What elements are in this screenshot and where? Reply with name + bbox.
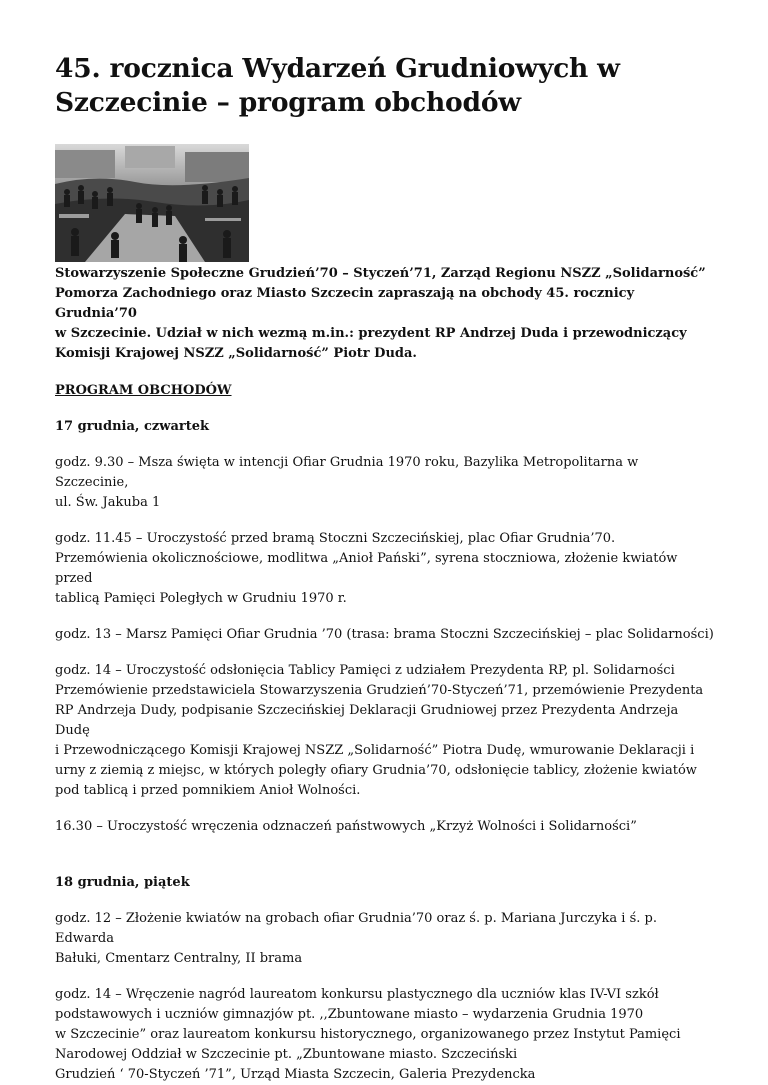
item-line: Bałuki, Cmentarz Centralny, II brama [55, 951, 303, 966]
item-line: godz. 12 – Złożenie kwiatów na grobach ofiar Grudnia’70 oraz ś. p. Mariana Jurczyka i ś. p. Edwarda [55, 911, 657, 946]
lead-line-1: Stowarzyszenie Społeczne Grudzień’70 – Styczeń’71, Zarząd Regionu NSZZ „Solidarność” [55, 266, 706, 281]
item-line: Grudzień ‘ 70-Styczeń ’71”, Urząd Miasta Szczecin, Galeria Prezydencka [55, 1067, 536, 1082]
program-heading: PROGRAM OBCHODÓW [55, 383, 232, 398]
item-line: godz. 11.45 – Uroczystość przed bramą Stoczni Szczecińskiej, plac Ofiar Grudnia’70. [55, 531, 616, 546]
program-item [55, 453, 715, 513]
item-line: i Przewodniczącego Komisji Krajowej NSZZ „Solidarność” Piotra Dudę, wmurowanie Deklaracji i [55, 743, 695, 758]
article-title-line-1: 45. rocznica Wydarzeń Grudniowych w [55, 53, 620, 84]
program-item [55, 909, 715, 969]
day-heading-17: 17 grudnia, czwartek [55, 419, 210, 434]
item-line: urny z ziemią z miejsc, w których poległy ofiary Grudnia’70, odsłonięcie tablicy, złożenie kwiatów [55, 763, 697, 778]
item-line: Narodowej Oddział w Szczecinie pt. „Zbuntowane miasto. Szczeciński [55, 1047, 518, 1062]
item-line: godz. 14 – Wręczenie nagród laureatom konkursu plastycznego dla uczniów klas IV-VI szkół [55, 987, 659, 1002]
lead-line-2: Pomorza Zachodniego oraz Miasto Szczecin zapraszają na obchody 45. rocznicy Grudnia’70 [55, 286, 635, 321]
item-line: ul. Św. Jakuba 1 [55, 495, 161, 510]
item-line: podstawowych i uczniów gimnazjów pt. ,,Zbuntowane miasto – wydarzenia Grudnia 1970 [55, 1007, 644, 1022]
item-line: RP Andrzeja Dudy, podpisanie Szczecińskiej Deklaracji Grudniowej przez Prezydenta Andrzeja Dudę [55, 703, 679, 738]
item-line: godz. 9.30 – Msza święta w intencji Ofiar Grudnia 1970 roku, Bazylika Metropolitarna w Szczecinie, [55, 455, 639, 490]
item-line: pod tablicą i przed pomnikiem Anioł Wolności. [55, 783, 361, 798]
article [55, 52, 715, 1085]
item-line: Przemówienie przedstawiciela Stowarzyszenia Grudzień’70-Styczeń’71, przemówienie Prezydenta [55, 683, 704, 698]
article-title [55, 52, 715, 120]
program-item [55, 625, 715, 645]
lead-line-4: Komisji Krajowej NSZZ „Solidarność” Piotr Duda. [55, 346, 417, 361]
program-item [55, 817, 715, 837]
lead-line-3: w Szczecinie. Udział w nich wezmą m.in.: prezydent RP Andrzej Duda i przewodniczący [55, 326, 687, 341]
program-item [55, 985, 715, 1085]
program-item [55, 661, 715, 801]
item-line: godz. 13 – Marsz Pamięci Ofiar Grudnia ’70 (trasa: brama Stoczni Szczecińskiej – plac Solidarności) [55, 627, 714, 642]
item-line: godz. 14 – Uroczystość odsłonięcia Tablicy Pamięci z udziałem Prezydenta RP, pl. Solidarności [55, 663, 675, 678]
item-line: Przemówienia okolicznościowe, modlitwa „Anioł Pański”, syrena stoczniowa, złożenie kwiatów przed [55, 551, 678, 586]
item-line: tablicą Pamięci Poległych w Grudniu 1970 r. [55, 591, 347, 606]
historical-crowd-photo [55, 144, 249, 262]
item-line: 16.30 – Uroczystość wręczenia odznaczeń państwowych „Krzyż Wolności i Solidarności” [55, 819, 637, 834]
article-title-line-2: Szczecinie – program obchodów [55, 87, 521, 118]
program-item [55, 529, 715, 609]
item-line: w Szczecinie” oraz laureatom konkursu historycznego, organizowanego przez Instytut Pamięci [55, 1027, 681, 1042]
day-heading-18: 18 grudnia, piątek [55, 875, 190, 890]
lead-paragraph [55, 264, 715, 364]
